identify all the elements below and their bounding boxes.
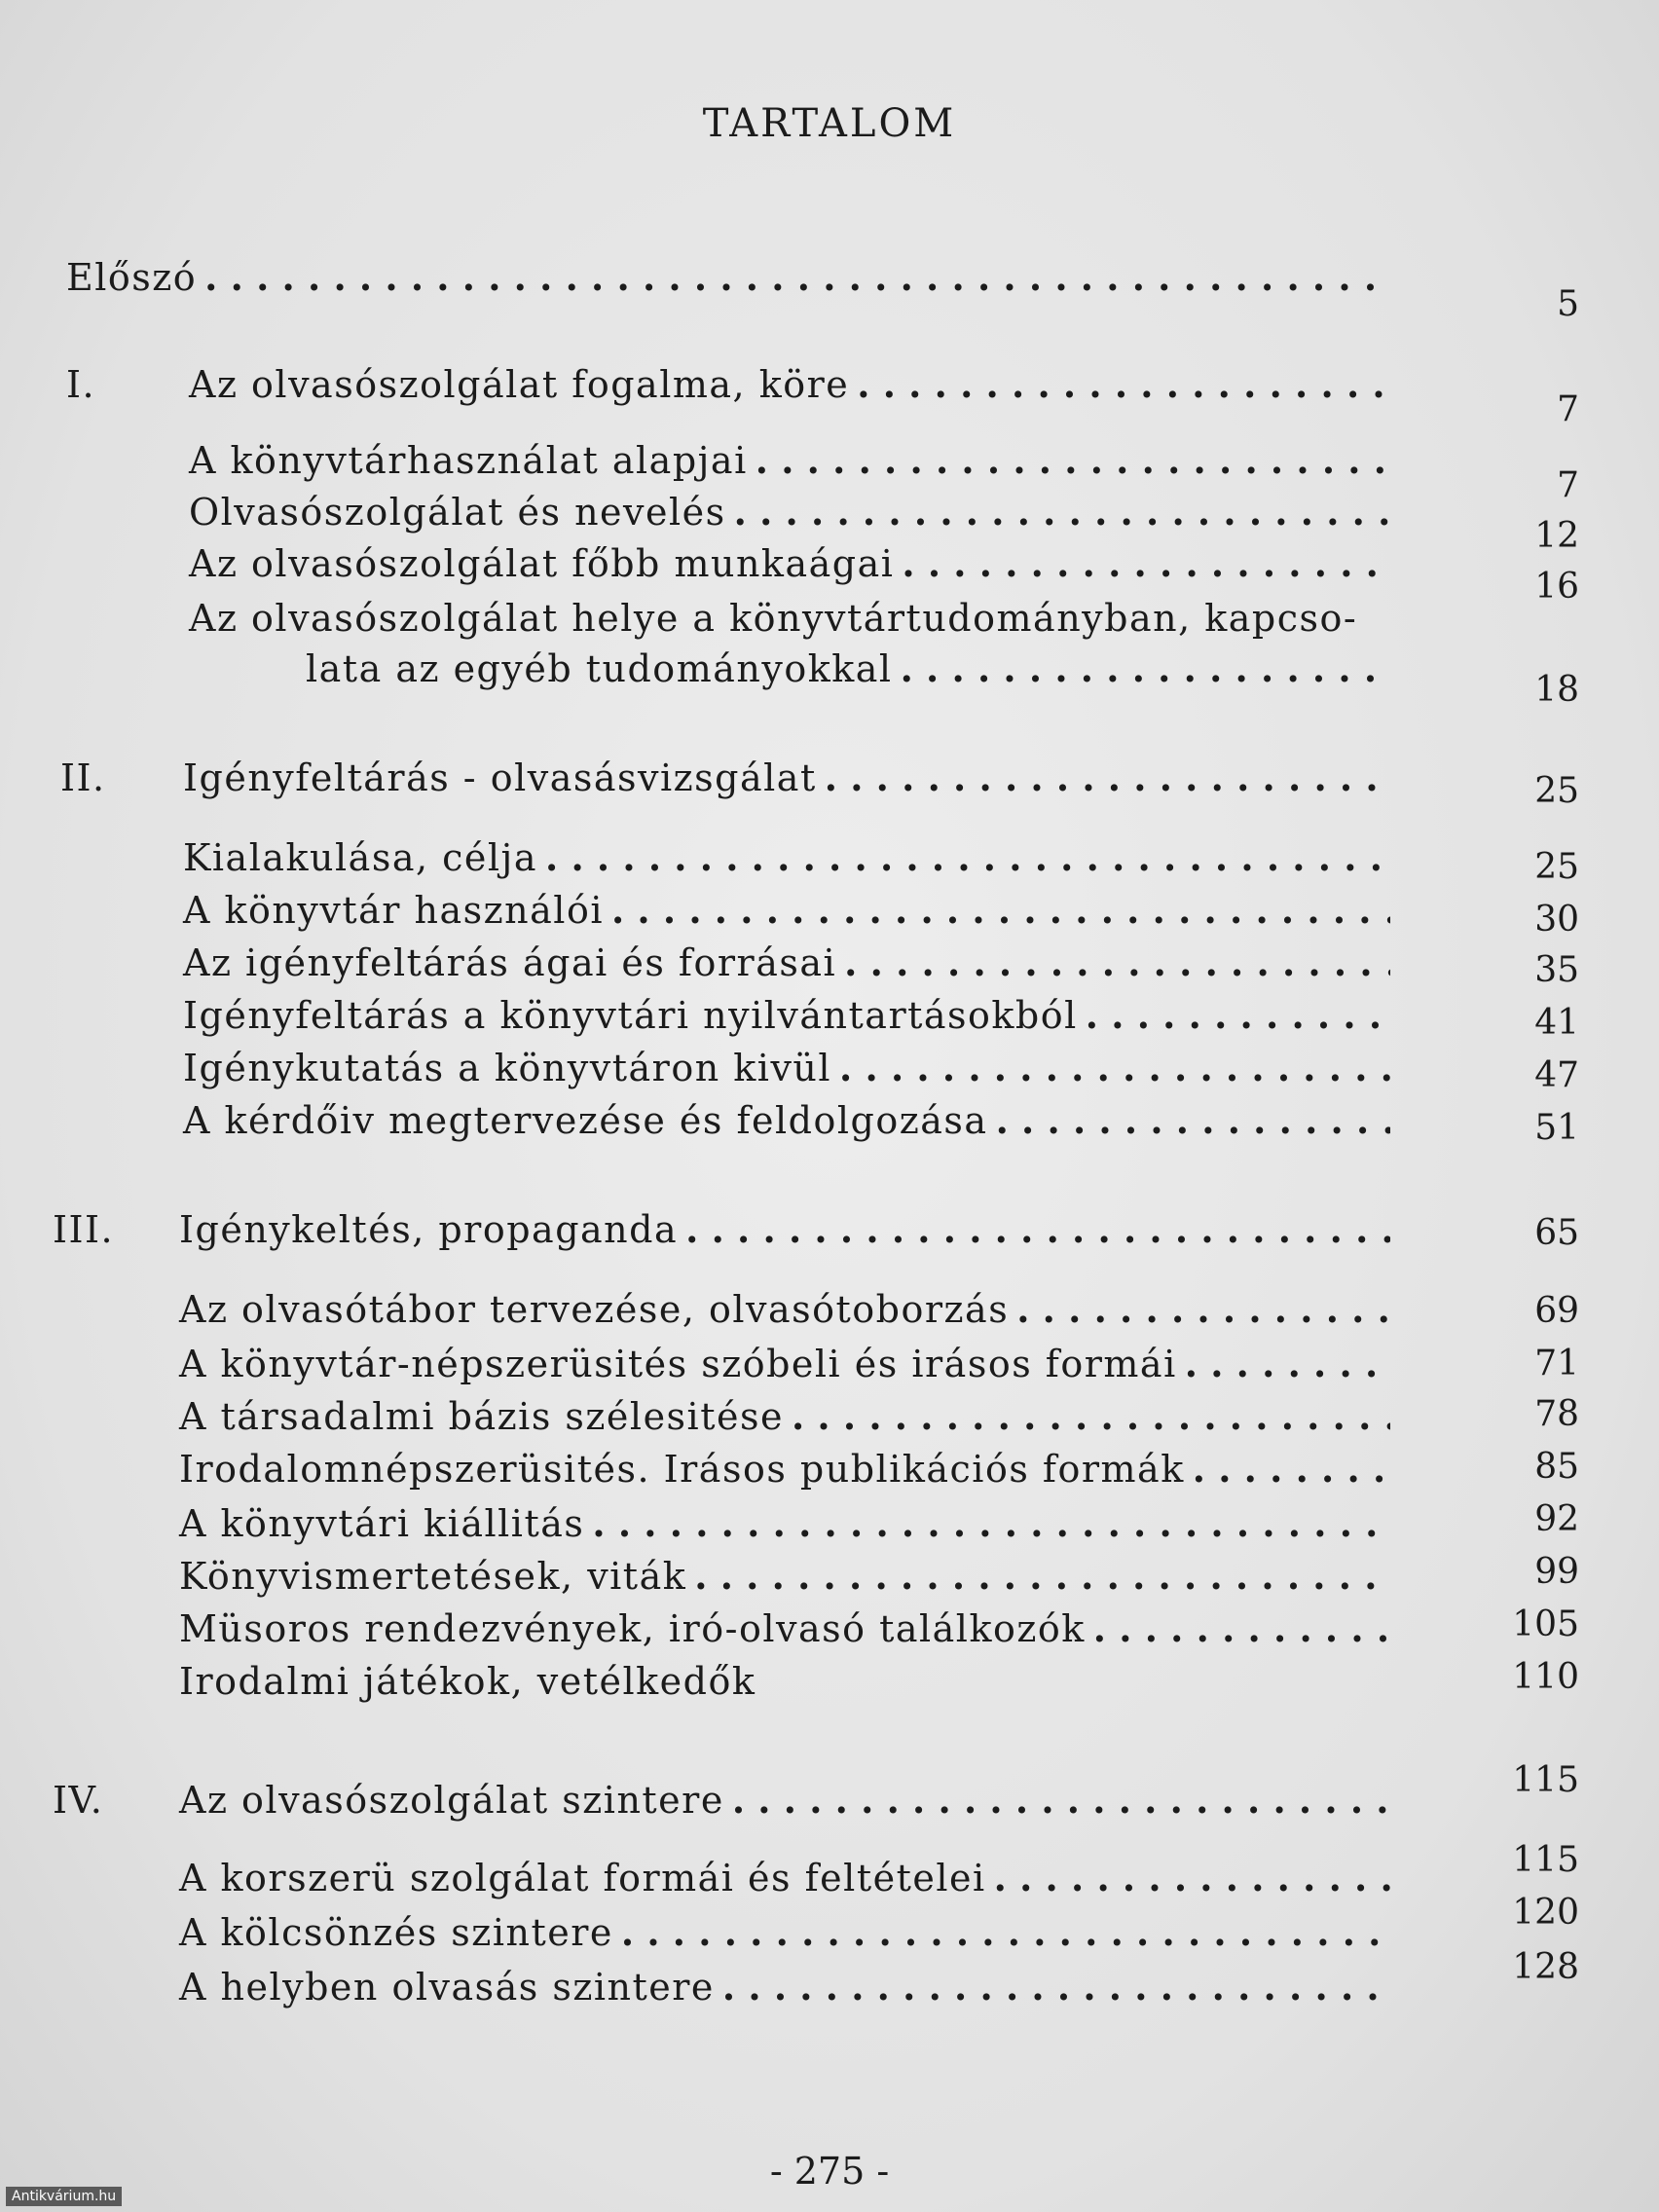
dot-leader xyxy=(611,888,1390,933)
toc-entry xyxy=(66,255,1390,300)
toc-entry-line xyxy=(189,596,1416,641)
entry-title: Az olvasószolgálat főbb munkaágai xyxy=(189,542,895,585)
entry-title: Könyvismertetések, viták xyxy=(179,1555,687,1598)
entry-title: Az olvasószolgálat fogalma, köre xyxy=(189,363,850,406)
toc-chapter xyxy=(60,756,1390,800)
entry-title: A kölcsönzés szintere xyxy=(179,1911,613,1954)
dot-leader xyxy=(825,756,1390,800)
entry-title: A könyvtár használói xyxy=(183,889,604,932)
dot-leader xyxy=(857,362,1390,407)
toc-entry xyxy=(183,888,1390,933)
chapter-number: IV. xyxy=(53,1779,104,1822)
toc-entry xyxy=(179,1856,1390,1900)
toc-chapter xyxy=(66,362,1390,407)
chapter-number: I. xyxy=(66,363,96,406)
dot-leader xyxy=(1193,1447,1390,1492)
entry-page-number: 5 xyxy=(1557,284,1579,324)
dot-leader xyxy=(1185,1342,1390,1386)
dot-leader xyxy=(694,1554,1390,1599)
entry-page-number: 7 xyxy=(1557,465,1579,505)
dot-leader xyxy=(722,1965,1390,2009)
watermark-label: Antikvárium.hu xyxy=(6,2187,122,2206)
entry-title: Igénykeltés, propaganda xyxy=(179,1208,679,1251)
dot-leader xyxy=(901,646,1390,691)
dot-leader xyxy=(792,1394,1390,1439)
entry-title: lata az egyéb tudományokkal xyxy=(306,647,893,690)
toc-entry xyxy=(189,541,1390,586)
dot-leader xyxy=(1093,1606,1390,1651)
toc-entry xyxy=(183,1098,1390,1143)
toc-entry xyxy=(179,1910,1390,1955)
entry-page-number: 16 xyxy=(1534,567,1579,607)
entry-page-number: 92 xyxy=(1534,1499,1579,1539)
chapter-number: II. xyxy=(60,756,106,799)
entry-title: Igényfeltárás - olvasásvizsgálat xyxy=(183,756,817,799)
toc-entry xyxy=(179,1606,1390,1651)
entry-title: Irodalmi játékok, vetélkedők xyxy=(179,1660,756,1703)
toc-entry xyxy=(179,1394,1390,1439)
entry-page-number: 12 xyxy=(1534,516,1579,556)
dot-leader xyxy=(545,835,1390,880)
entry-title: Igényfeltárás a könyvtári nyilvántartásokból xyxy=(183,994,1078,1037)
toc-entry xyxy=(179,1342,1390,1386)
toc-entry xyxy=(183,1046,1390,1090)
dot-leader xyxy=(996,1098,1390,1143)
entry-page-number: 51 xyxy=(1534,1108,1579,1148)
dot-leader xyxy=(732,1778,1390,1823)
entry-page-number: 25 xyxy=(1534,771,1579,811)
entry-page-number: 69 xyxy=(1534,1291,1579,1331)
dot-leader xyxy=(902,541,1390,586)
entry-title: A könyvtár-népszerüsités szóbeli és irásos formái xyxy=(179,1343,1177,1385)
toc-entry xyxy=(179,1447,1390,1492)
entry-title: A helyben olvasás szintere xyxy=(179,1966,715,2009)
entry-title: Az olvasótábor tervezése, olvasótoborzás xyxy=(179,1288,1010,1331)
entry-page-number: 78 xyxy=(1534,1394,1579,1434)
dot-leader xyxy=(685,1207,1390,1252)
dot-leader xyxy=(994,1856,1390,1900)
chapter-number: III. xyxy=(53,1208,115,1251)
page-folio: - 275 - xyxy=(769,2150,890,2193)
entry-page-number: 71 xyxy=(1534,1344,1579,1383)
entry-page-number: 25 xyxy=(1534,847,1579,887)
entry-page-number: 35 xyxy=(1534,950,1579,990)
entry-title: Kialakulása, célja xyxy=(183,836,537,879)
toc-entry xyxy=(179,1501,1390,1546)
entry-page-number: 41 xyxy=(1534,1003,1579,1043)
toc-entry xyxy=(183,940,1390,985)
toc-entry xyxy=(179,1965,1390,2009)
entry-title: Az olvasószolgálat helye a könyvtártudományban, kapcso- xyxy=(189,597,1358,640)
entry-page-number: 18 xyxy=(1534,670,1579,710)
toc-chapter xyxy=(53,1778,1390,1823)
entry-page-number: 47 xyxy=(1534,1055,1579,1095)
entry-title: Az olvasószolgálat szintere xyxy=(179,1779,724,1822)
entry-page-number: 120 xyxy=(1512,1893,1579,1933)
entry-page-number: 85 xyxy=(1534,1447,1579,1487)
entry-title: Olvasószolgálat és nevelés xyxy=(189,491,726,534)
entry-title: A társadalmi bázis szélesitése xyxy=(179,1395,784,1438)
toc-entry xyxy=(183,993,1390,1038)
entry-title: Előszó xyxy=(66,256,198,299)
dot-leader xyxy=(844,940,1390,985)
entry-page-number: 99 xyxy=(1534,1552,1579,1592)
dot-leader xyxy=(621,1910,1390,1955)
dot-leader xyxy=(1016,1287,1390,1332)
dot-leader xyxy=(839,1046,1390,1090)
dot-leader xyxy=(204,255,1390,300)
toc-entry xyxy=(179,1287,1390,1332)
entry-page-number: 7 xyxy=(1557,389,1579,429)
entry-page-number: 105 xyxy=(1512,1604,1579,1644)
entry-title: A korszerü szolgálat formái és feltételei xyxy=(179,1857,986,1899)
entry-title: A könyvtári kiállitás xyxy=(179,1502,585,1545)
dot-leader xyxy=(592,1501,1390,1546)
dot-leader xyxy=(1086,993,1390,1038)
dot-leader xyxy=(756,438,1390,483)
toc-entry xyxy=(306,646,1390,691)
entry-page-number: 128 xyxy=(1512,1947,1579,1987)
toc-entry xyxy=(179,1659,1390,1704)
toc-entry xyxy=(179,1554,1390,1599)
entry-title: Irodalomnépszerüsités. Irásos publikációs formák xyxy=(179,1448,1185,1491)
entry-title: Müsoros rendezvények, iró-olvasó találkozók xyxy=(179,1607,1086,1650)
toc-entry xyxy=(189,490,1390,535)
page-title: TARTALOM xyxy=(702,101,957,146)
entry-title: Igénykutatás a könyvtáron kivül xyxy=(183,1047,832,1089)
entry-page-number: 30 xyxy=(1534,900,1579,940)
dot-leader xyxy=(734,490,1390,535)
entry-title: Az igényfeltárás ágai és forrásai xyxy=(183,941,837,984)
toc-entry xyxy=(183,835,1390,880)
entry-title: A kérdőiv megtervezése és feldolgozása xyxy=(183,1099,988,1142)
entry-page-number: 115 xyxy=(1512,1760,1579,1800)
entry-page-number: 65 xyxy=(1534,1213,1579,1253)
toc-chapter xyxy=(53,1207,1390,1252)
entry-title: A könyvtárhasználat alapjai xyxy=(189,439,748,482)
entry-page-number: 110 xyxy=(1512,1657,1579,1697)
entry-page-number: 115 xyxy=(1512,1840,1579,1880)
toc-entry xyxy=(189,438,1390,483)
